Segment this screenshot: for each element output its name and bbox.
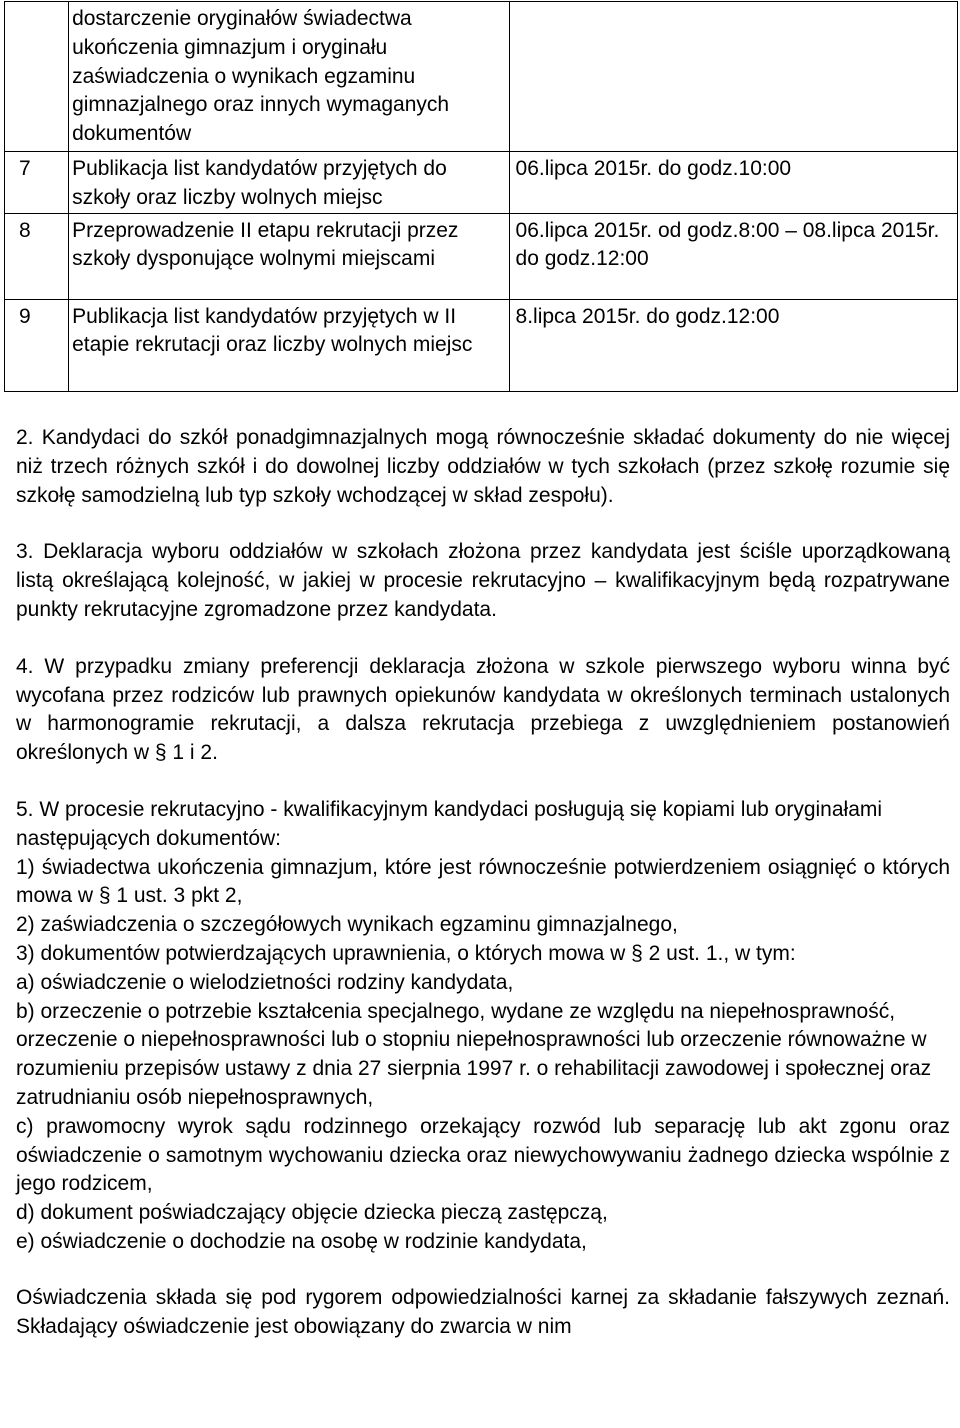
paragraph-final: Oświadczenia składa się pod rygorem odpowiedzialności karnej za składanie fałszywych zeznań. Składający oświadczenie jest obowiązany do zwarcia w nim (16, 1285, 950, 1338)
table-row (5, 2, 958, 152)
list-item-d: d) dokument poświadczający objęcie dziecka pieczą zastępczą, (16, 1201, 608, 1225)
list-item-2: 2) zaświadczenia o szczegółowych wynikach egzaminu gimnazjalnego, (16, 913, 678, 937)
paragraph-5 (16, 796, 950, 1257)
row-number: 8 (5, 213, 69, 299)
list-item-b: b) orzeczenie o potrzebie kształcenia specjalnego, wydane ze względu na niepełnosprawność, orzeczenie o niepełnosprawności lub o stopniu niepełnosprawności lub orzeczenie równoważne w rozumieniu przepisów ustawy z dnia 27 sierpnia 1997 r. o rehabilitacji zawodowej i społecznej oraz zatrudnianiu osób niepełnosprawnych, (16, 999, 932, 1109)
paragraph-2: 2. Kandydaci do szkół ponadgimnazjalnych mogą równocześnie składać dokumenty do nie więcej niż trzech różnych szkół i do dowolnej liczby oddziałów w tych szkołach (przez szkołę rozumie się szkołę samodzielną lub typ szkoły wchodzącej w skład zespołu). (16, 426, 950, 507)
list-item-c: c) prawomocny wyrok sądu rodzinnego orzekający rozwód lub separację lub akt zgonu oraz oświadczenie o samotnym wychowaniu dziecka oraz niewychowywaniu żadnego dziecka wspólnie z jego rodzicem, (16, 1114, 950, 1196)
row-number: 7 (5, 152, 69, 214)
document-body (16, 424, 950, 1369)
table-row (5, 152, 958, 214)
row-number: 9 (5, 299, 69, 391)
paragraph-5-intro: 5. W procesie rekrutacyjno - kwalifikacyjnym kandydaci posługują się kopiami lub oryginałami następujących dokumentów: (16, 797, 883, 850)
row-date: 06.lipca 2015r. od godz.8:00 – 08.lipca 2015r. do godz.12:00 (509, 213, 957, 299)
row-date: 06.lipca 2015r. do godz.10:00 (509, 152, 957, 214)
row-date: 8.lipca 2015r. do godz.12:00 (509, 299, 957, 391)
row-task: Publikacja list kandydatów przyjętych w II etapie rekrutacji oraz liczby wolnych miejsc (69, 299, 509, 391)
row-date (509, 2, 957, 152)
row-task: Publikacja list kandydatów przyjętych do szkoły oraz liczby wolnych miejsc (69, 152, 509, 214)
table-row (5, 299, 958, 391)
row-task: dostarczenie oryginałów świadectwa ukończenia gimnazjum i oryginału zaświadczenia o wynikach egzaminu gimnazjalnego oraz innych wymaganych dokumentów (69, 2, 509, 152)
table-row (5, 213, 958, 299)
list-item-3: 3) dokumentów potwierdzających uprawnienia, o których mowa w § 2 ust. 1., w tym: (16, 941, 796, 965)
paragraph-3: 3. Deklaracja wyboru oddziałów w szkołach złożona przez kandydata jest ściśle uporządkowaną listą określającą kolejność, w jakiej w procesie rekrutacyjno – kwalifikacyjnym będą rozpatrywane punkty rekrutacyjne zgromadzone przez kandydata. (16, 540, 950, 621)
list-item-e: e) oświadczenie o dochodzie na osobę w rodzinie kandydata, (16, 1229, 587, 1253)
list-item-1: 1) świadectwa ukończenia gimnazjum, które jest równocześnie potwierdzeniem osiągnięć o których mowa w § 1 ust. 3 pkt 2, (16, 855, 950, 908)
list-item-a: a) oświadczenie o wielodzietności rodziny kandydata, (16, 970, 514, 994)
schedule-table (4, 1, 958, 392)
row-number (5, 2, 69, 152)
paragraph-4: 4. W przypadku zmiany preferencji deklaracja złożona w szkole pierwszego wyboru winna być wycofana przez rodziców lub prawnych opiekunów kandydata w określonych terminach ustalonych w harmonogramie rekrutacji, a dalsza rekrutacja przebiega z uwzględnieniem postanowień określonych w § 1 i 2. (16, 654, 950, 765)
row-task: Przeprowadzenie II etapu rekrutacji przez szkoły dysponujące wolnymi miejscami (69, 213, 509, 299)
